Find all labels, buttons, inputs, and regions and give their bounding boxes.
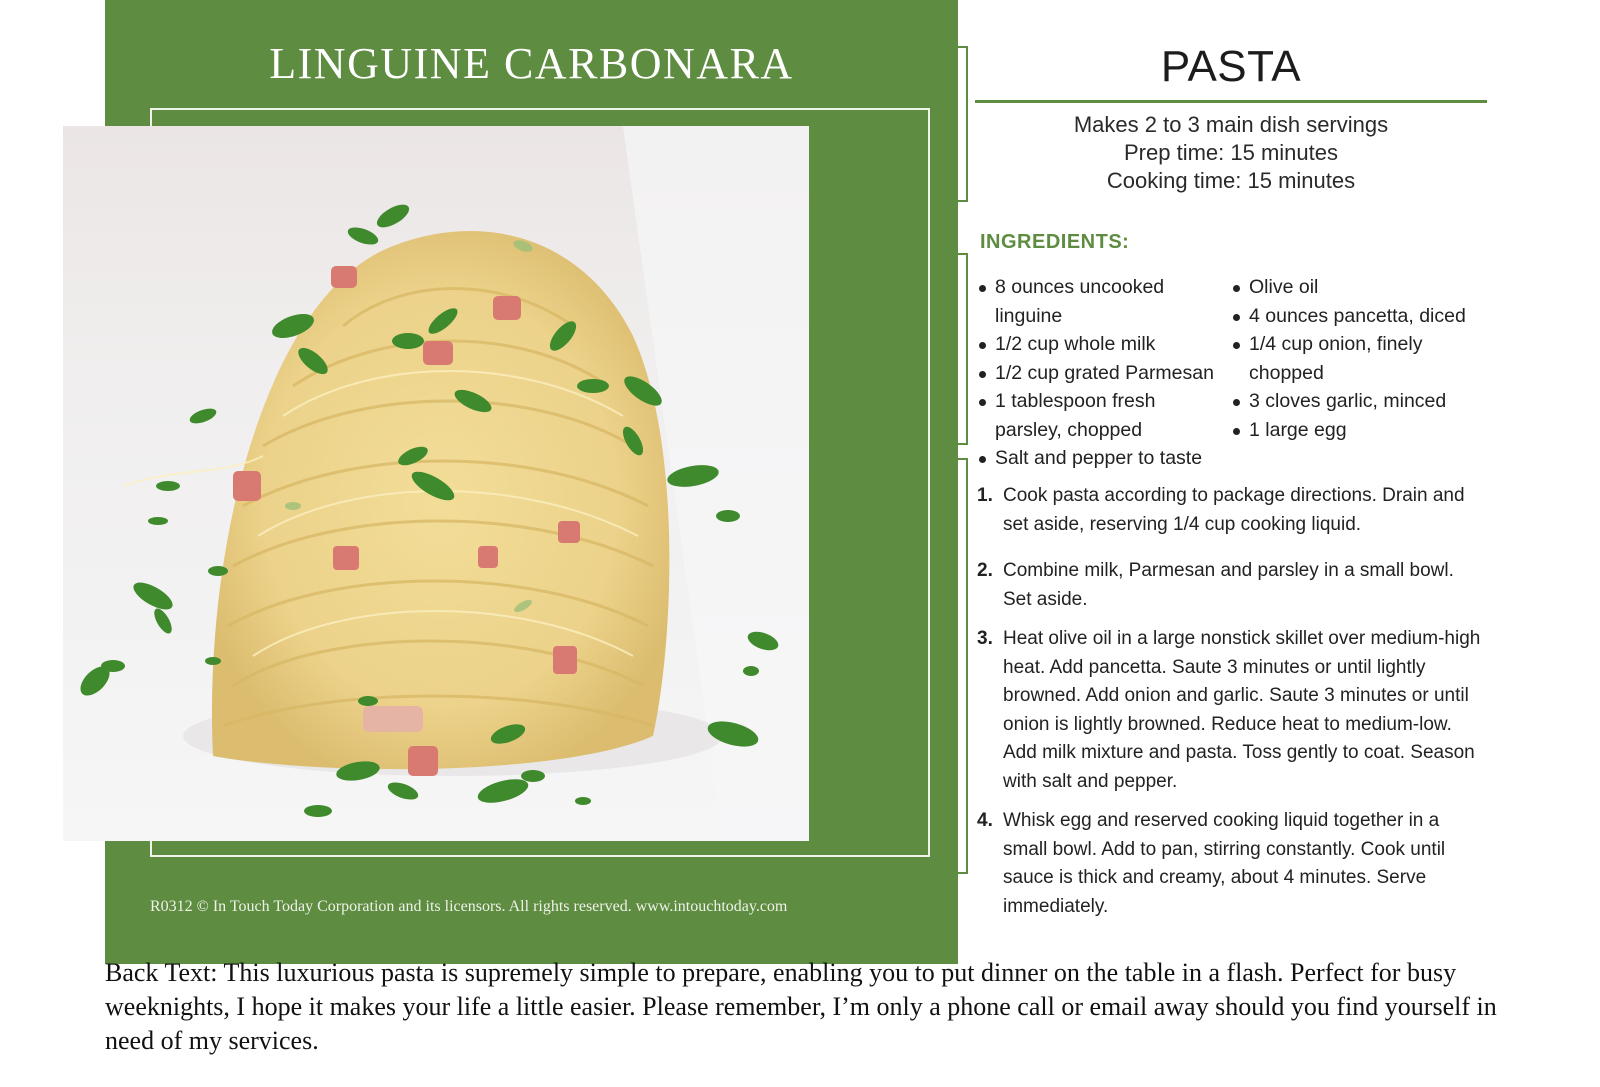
step-text: Cook pasta according to package directions. Drain and set aside, reserving 1/4 cup cooking liquid. — [1003, 485, 1465, 535]
step-number: 2. — [977, 560, 993, 581]
ingredient-item: Salt and pepper to taste — [977, 444, 1227, 473]
instructions-list — [977, 482, 1487, 921]
divider-bracket-top — [956, 46, 968, 202]
copyright-notice: R0312 © In Touch Today Corporation and its licensors. All rights reserved. www.intouchtoday.com — [150, 898, 788, 915]
ingredient-item: Olive oil — [1231, 273, 1493, 302]
prep-time-text: Prep time: 15 minutes — [1124, 140, 1338, 165]
ingredients-list-left — [977, 273, 1227, 473]
instruction-step — [977, 807, 1487, 921]
recipe-meta — [975, 111, 1487, 195]
pasta-photo — [63, 126, 809, 841]
recipe-title: LINGUINE CARBONARA — [269, 39, 794, 88]
back-text: Back Text: This luxurious pasta is supremely simple to prepare, enabling you to put dinner on the table in a flash. Perfect for busy weeknights, I hope it makes your life a little easier. Please remember, I’m only a phone call or email away should you find yourself in need of my services. — [105, 958, 1497, 1055]
recipe-details — [975, 0, 1495, 964]
instruction-step — [977, 557, 1487, 614]
step-text: Heat olive oil in a large nonstick skillet over medium-high heat. Add pancetta. Saute 3 minutes or until lightly browned. Add onion and garlic. Saute 3 minutes or until onion is lightly browned. Reduce heat to medium-low. Add milk mixture and pasta. Toss gently to coat. Season with salt and pepper. — [1003, 628, 1481, 792]
divider-bracket-middle — [956, 253, 968, 445]
step-number: 1. — [977, 485, 993, 506]
ingredient-item: 1 large egg — [1231, 416, 1493, 445]
ingredients-list-right — [1231, 273, 1493, 444]
ingredient-item: 1/2 cup grated Parmesan — [977, 359, 1227, 388]
ingredient-item: 1 tablespoon fresh parsley, chopped — [977, 387, 1227, 444]
divider-bracket-bottom — [956, 458, 968, 874]
step-text: Whisk egg and reserved cooking liquid together in a small bowl. Add to pan, stirring constantly. Cook until sauce is thick and creamy, about 4 minutes. Serve immediately. — [1003, 810, 1446, 917]
ingredients-heading: INGREDIENTS: — [980, 231, 1130, 253]
servings-text: Makes 2 to 3 main dish servings — [1073, 112, 1389, 137]
heading-rule — [975, 100, 1487, 103]
step-number: 4. — [977, 810, 993, 831]
step-number: 3. — [977, 628, 993, 649]
ingredient-item: 8 ounces uncooked linguine — [977, 273, 1227, 330]
recipe-category: PASTA — [1160, 42, 1302, 91]
ingredient-item: 1/2 cup whole milk — [977, 330, 1227, 359]
step-text: Combine milk, Parmesan and parsley in a small bowl. Set aside. — [1003, 560, 1454, 610]
cooking-time-text: Cooking time: 15 minutes — [1106, 168, 1356, 193]
ingredient-item: 4 ounces pancetta, diced — [1231, 302, 1493, 331]
instruction-step — [977, 625, 1487, 796]
instruction-step — [977, 482, 1487, 539]
ingredient-item: 3 cloves garlic, minced — [1231, 387, 1493, 416]
ingredient-item: 1/4 cup onion, finely chopped — [1231, 330, 1493, 387]
